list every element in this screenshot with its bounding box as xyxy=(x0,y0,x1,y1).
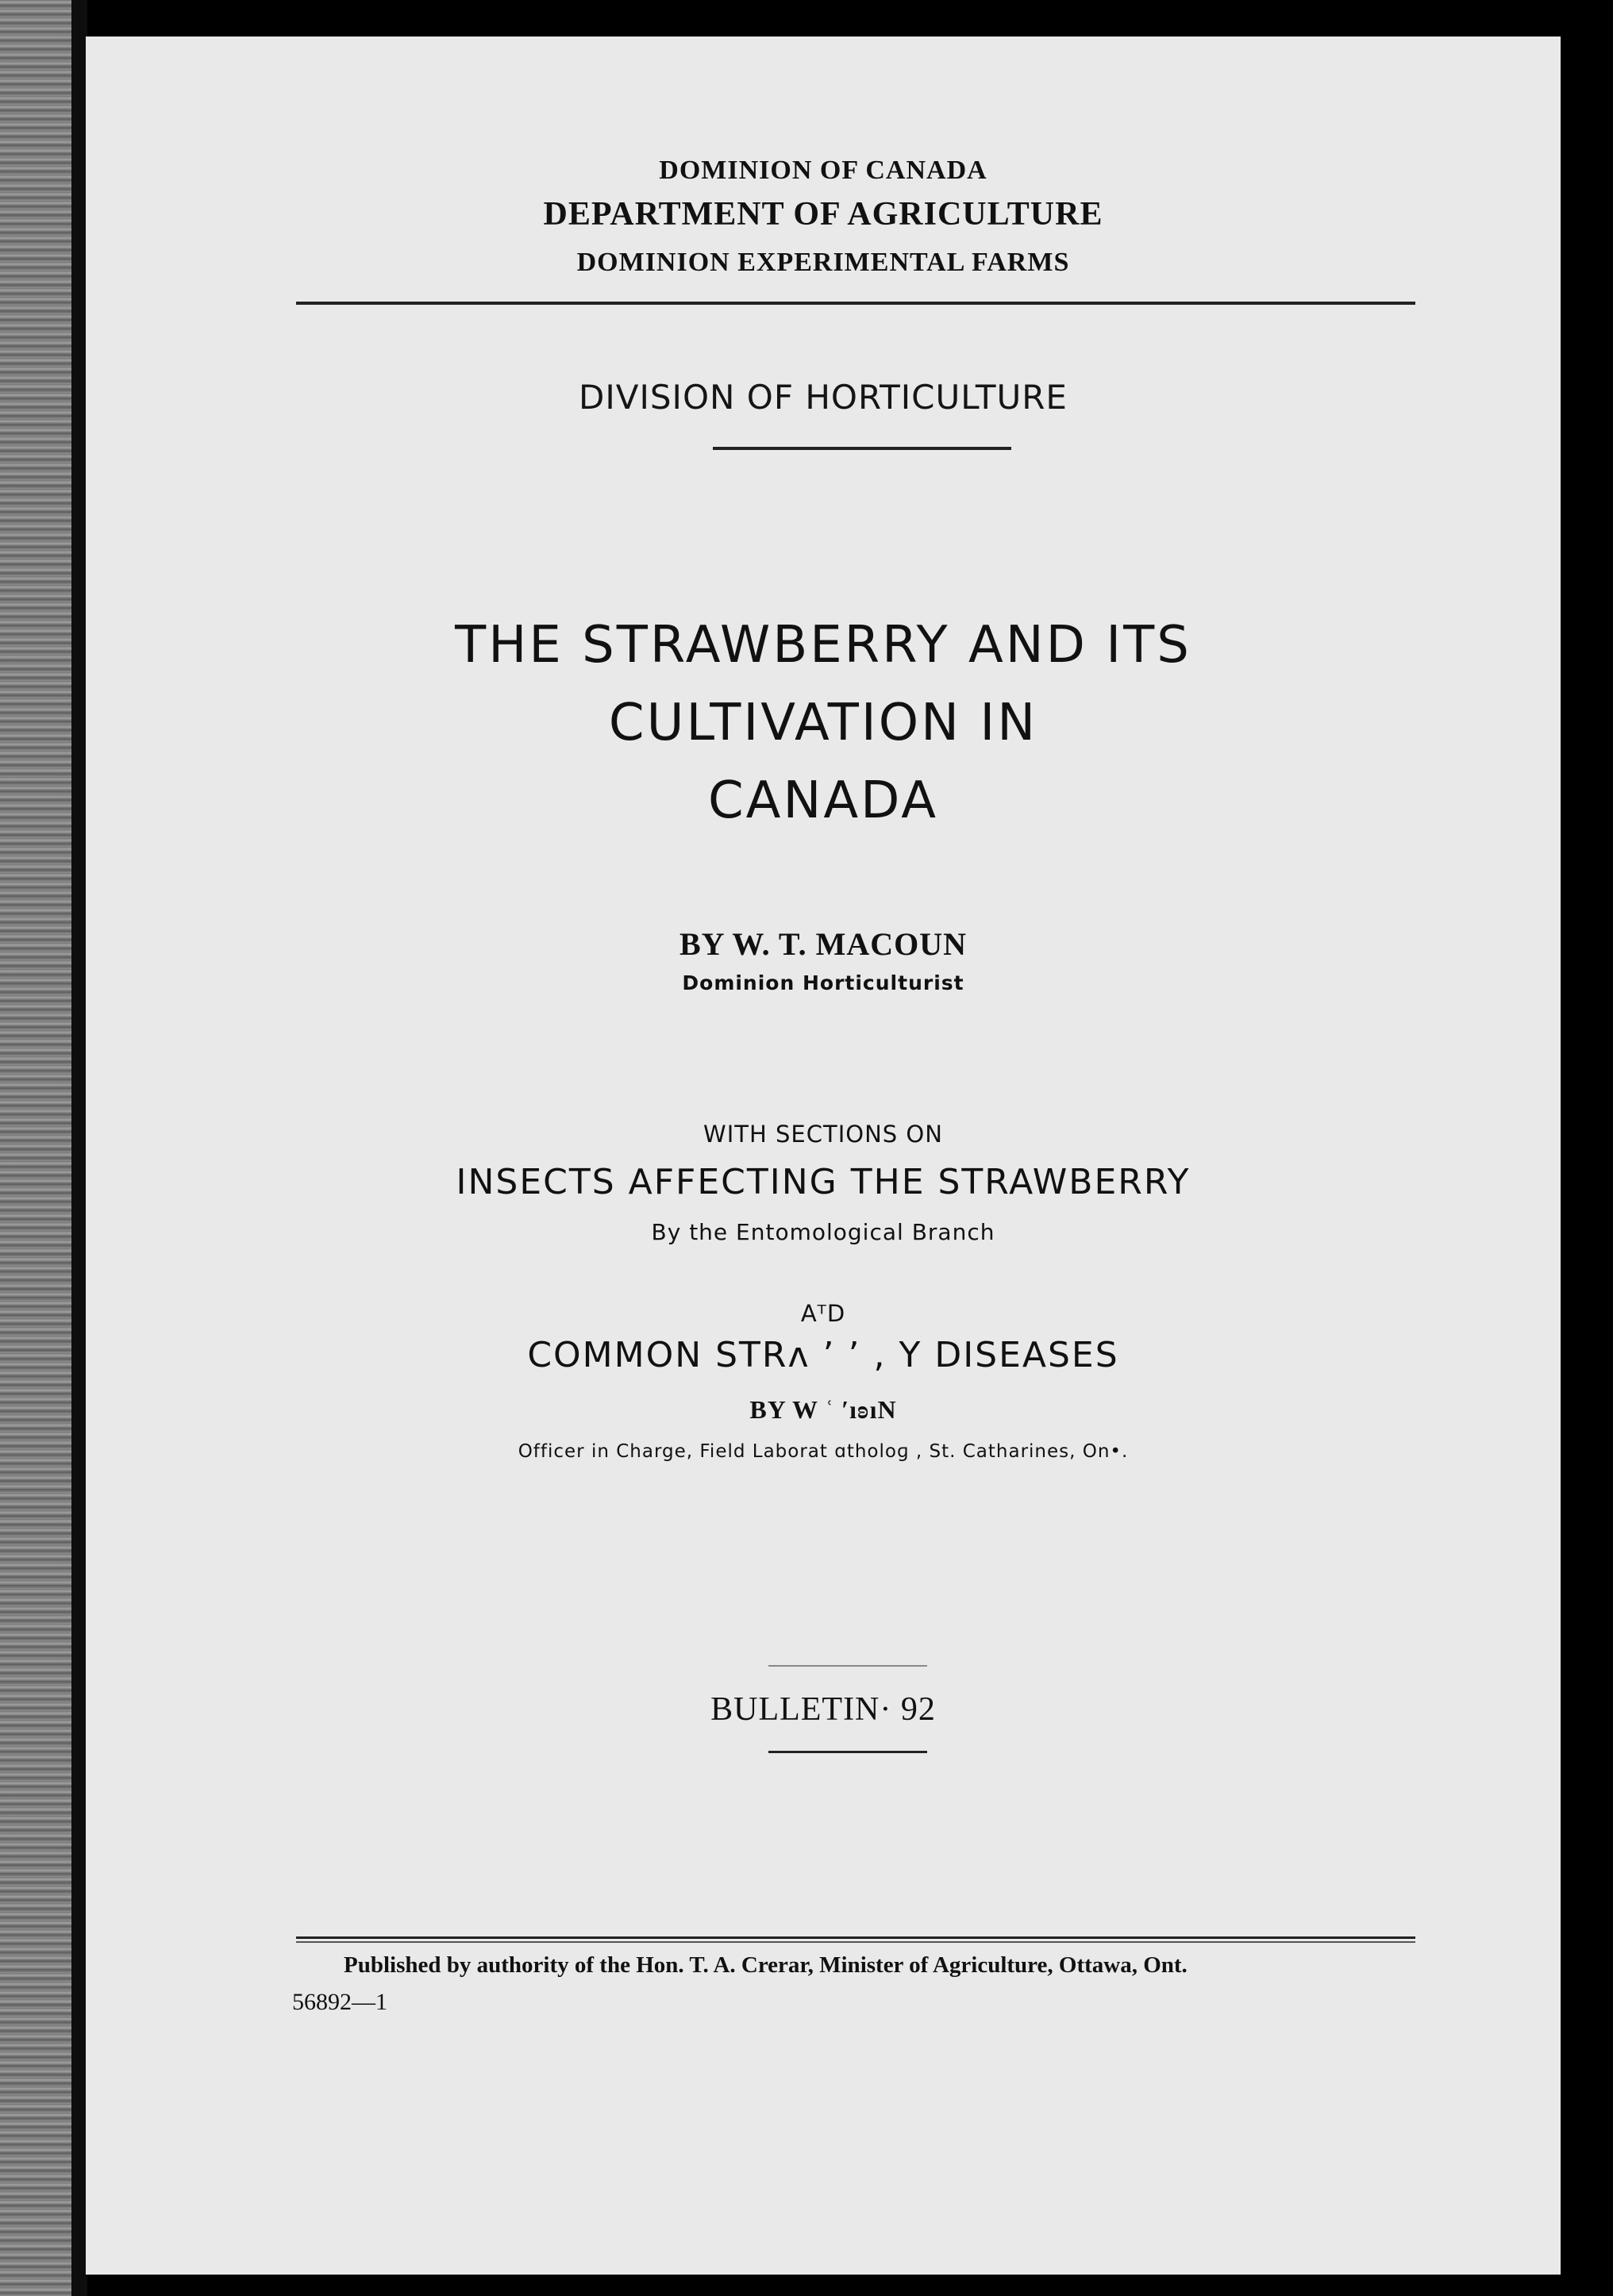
bulletin-rule-top xyxy=(768,1665,927,1667)
diseases-title: COMMON STRʌ ʼ ʼ , Y DISEASES xyxy=(527,1335,1119,1375)
sections-intro: WITH SECTIONS ON xyxy=(703,1121,943,1148)
division-heading: DIVISION OF HORTICULTURE xyxy=(579,378,1068,417)
title-line-1: THE STRAWBERRY AND ITS xyxy=(455,616,1191,675)
print-code: 56892—1 xyxy=(292,1989,387,2015)
header-farms: DOMINION EXPERIMENTAL FARMS xyxy=(576,248,1070,277)
title-line-3: CANADA xyxy=(707,771,939,830)
bulletin-number: BULLETIN· 92 xyxy=(710,1691,936,1728)
diseases-author-role: Officer in Charge, Field Laborat ɑtholoɡ , St. Catharines, On•. xyxy=(518,1441,1129,1462)
footer-rule xyxy=(296,1936,1415,1943)
publication-authority: Published by authority of the Hon. T. A. Crerar, Minister of Agriculture, Ottawa, Ont. xyxy=(344,1952,1188,1978)
diseases-byline: BY W ʿ ′ıʚıN xyxy=(749,1395,897,1424)
header-country: DOMINION OF CANADA xyxy=(659,156,987,185)
author-role: Dominion Horticulturist xyxy=(682,971,964,994)
insects-title: INSECTS AFFECTING THE STRAWBERRY xyxy=(456,1162,1191,1202)
header-rule xyxy=(296,302,1415,305)
scan-edge-strip xyxy=(0,0,87,2296)
title-line-2: CULTIVATION IN xyxy=(608,694,1038,752)
and-connector: AᵀD xyxy=(800,1300,846,1327)
title-page xyxy=(86,37,1561,2275)
bulletin-rule-bottom xyxy=(768,1751,927,1753)
division-rule xyxy=(713,447,1011,450)
header-department: DEPARTMENT OF AGRICULTURE xyxy=(543,196,1103,233)
insects-byline: By the Entomological Branch xyxy=(651,1219,995,1245)
author-byline: BY W. T. MACOUN xyxy=(679,926,968,962)
